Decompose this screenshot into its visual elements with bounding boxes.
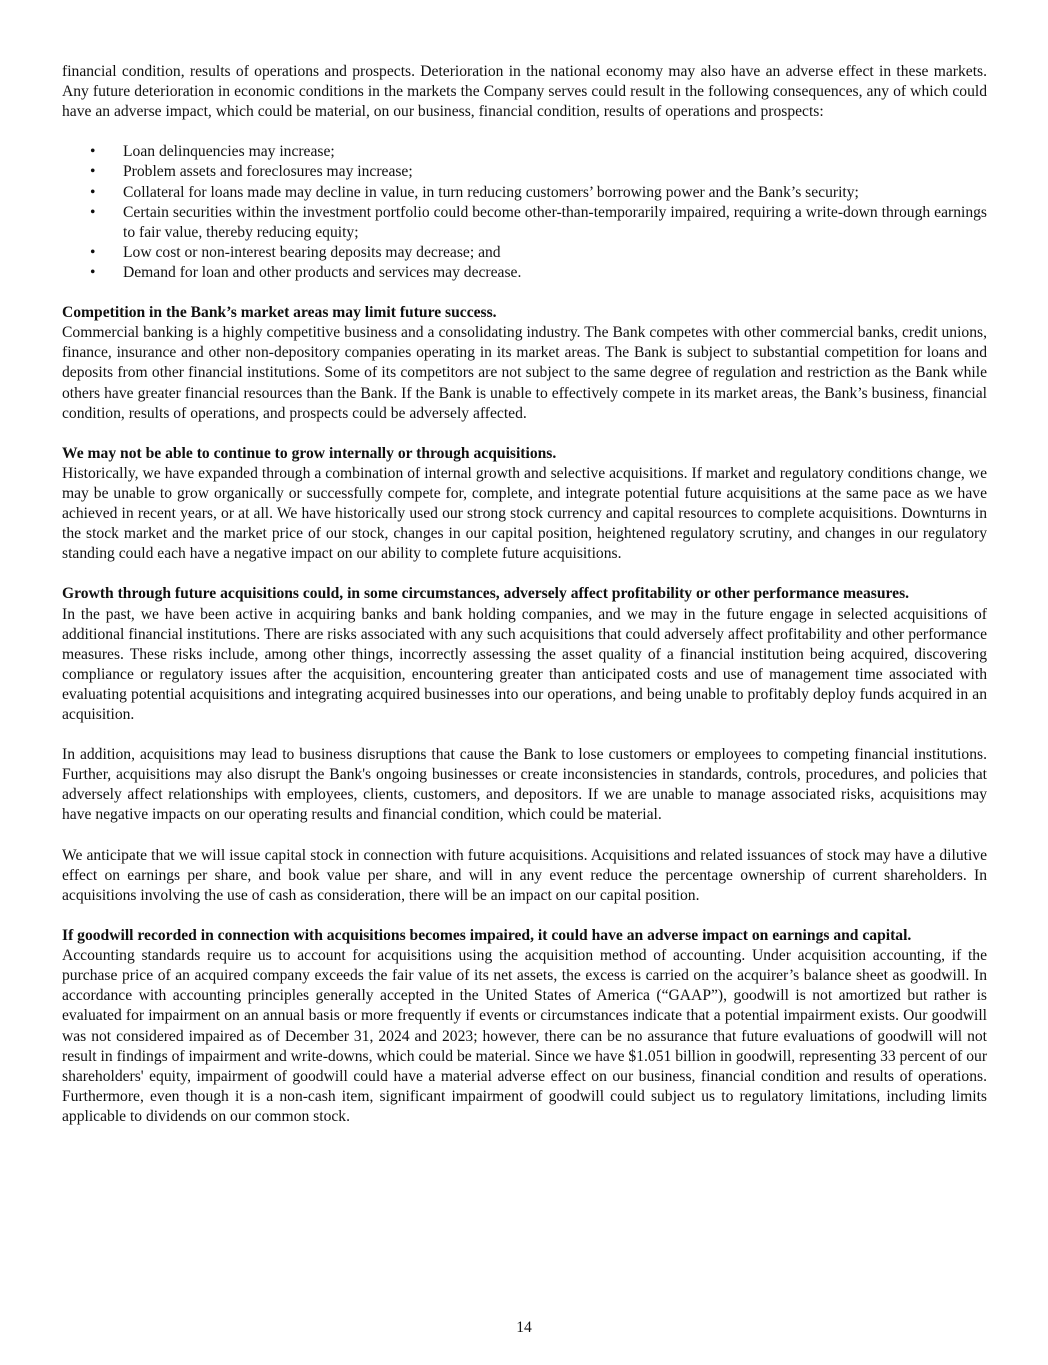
list-item: • Demand for loan and other products and services may decrease.: [62, 263, 987, 283]
page-number: 14: [516, 1319, 532, 1336]
bullet-icon: •: [90, 263, 96, 281]
section-heading: Competition in the Bank’s market areas may limit future success.: [62, 304, 497, 322]
section-paragraph: In addition, acquisitions may lead to business disruptions that cause the Bank to lose customers or employees to competing financial institutions. Further, acquisitions may also disrupt the Bank's ongoing businesses or create inconsistencies in standards, controls, procedures, and policies that adversely affect relationships with employees, clients, customers, and depositors. If we are unable to manage associated risks, acquisitions may have negative impacts on our operating results and financial condition, which could be material.: [62, 746, 987, 824]
intro-paragraph: financial condition, results of operations and prospects. Deterioration in the national economy may also have an adverse effect in these markets. Any future deterioration in economic conditions in the markets the Company serves could result in the following consequences, any of which could have an adverse impact, which could be material, on our business, financial condition, results of operations and prospects:: [62, 63, 987, 121]
bullet-icon: •: [90, 163, 96, 181]
section-paragraph: Commercial banking is a highly competitive business and a consolidating industry. The Bank competes with other commercial banks, credit unions, finance, insurance and other non-depository companies operating in its market areas. The Bank is subject to substantial competition for loans and deposits from other financial institutions. Some of its competitors are not subject to the same degree of regulation and restriction as the Bank while others have greater financial resources than the Bank. If the Bank is unable to effectively compete in its market areas, the Bank’s business, financial condition, results of operations, and prospects could be adversely affected.: [62, 324, 987, 422]
section-goodwill: [62, 926, 987, 1127]
section-growth: [62, 444, 987, 565]
section-paragraph: In the past, we have been active in acquiring banks and bank holding companies, and we may in the future engage in selected acquisitions of additional financial institutions. There are risks associated with any such acquisitions that could adversely affect profitability and other performance measures. These risks include, among other things, incorrectly assessing the asset quality of a financial institution being acquired, discovering compliance or regulatory issues after the acquisition, encountering greater than anticipated costs and use of management time associated with evaluating potential acquisitions and integrating acquired businesses into our operations, and being unable to profitably deploy funds acquired in an acquisition.: [62, 605, 987, 723]
list-item: • Problem assets and foreclosures may increase;: [62, 162, 987, 182]
list-item: • Loan delinquencies may increase;: [62, 142, 987, 162]
bullet-icon: •: [90, 243, 96, 261]
bullet-icon: •: [90, 183, 96, 201]
section-heading: We may not be able to continue to grow internally or through acquisitions.: [62, 444, 557, 462]
section-heading: Growth through future acquisitions could, in some circumstances, adversely affect profitability or other performance measures.: [62, 585, 910, 603]
bullet-icon: •: [90, 143, 96, 161]
bullet-icon: •: [90, 203, 96, 221]
list-item: • Low cost or non-interest bearing deposits may decrease; and: [62, 243, 987, 263]
section-heading: If goodwill recorded in connection with acquisitions becomes impaired, it could have an adverse impact on earnings and capital.: [62, 927, 912, 945]
section-acquisitions: [62, 584, 987, 906]
list-item: • Collateral for loans made may decline in value, in turn reducing customers’ borrowing power and the Bank’s security;: [62, 183, 987, 203]
section-competition: [62, 303, 987, 424]
consequences-list: [62, 142, 987, 283]
section-paragraph: Historically, we have expanded through a combination of internal growth and selective acquisitions. If market and regulatory conditions change, we may be unable to grow organically or successfully compete for, complete, and integrate potential future acquisitions at the same pace as we have achieved in recent years, or at all. We have historically used our strong stock currency and capital resources to complete acquisitions. Downturns in the stock market and the market price of our stock, changes in our capital position, heightened regulatory scrutiny, and changes in our regulatory standing could each have a negative impact on our ability to complete future acquisitions.: [62, 464, 987, 563]
list-item: • Certain securities within the investment portfolio could become other-than-temporarily impaired, requiring a write-down through earnings to fair value, thereby reducing equity;: [90, 203, 987, 241]
section-paragraph: Accounting standards require us to account for acquisitions using the acquisition method of accounting. Under acquisition accounting, if the purchase price of an acquired company exceeds the fair value of its net assets, the excess is carried on the acquirer’s balance sheet as goodwill. In accordance with accounting principles generally accepted in the United States of America (“GAAP”), goodwill is not amortized but rather is evaluated for impairment on an annual basis or more frequently if events or circumstances indicate that a potential impairment exists. Our goodwill was not considered impaired as of December 31, 2024 and 2023; however, there can be no assurance that future evaluations of goodwill will not result in findings of impairment and write-downs, which could be material. Since we have $1.051 billion in goodwill, representing 33 percent of our shareholders' equity, impairment of goodwill could have a material adverse effect on our business, financial condition and results of operations. Furthermore, even though it is a non-cash item, significant impairment of goodwill could subject us to regulatory limitations, including limits applicable to dividends on our common stock.: [62, 947, 988, 1125]
document-page: [62, 62, 987, 1147]
section-paragraph: We anticipate that we will issue capital stock in connection with future acquisitions. Acquisitions and related issuances of stock may have a dilutive effect on earnings per share, and book value per share, and will in any event reduce the percentage ownership of current shareholders. In acquisitions involving the use of cash as consideration, there will be an impact on our capital position.: [62, 846, 987, 904]
